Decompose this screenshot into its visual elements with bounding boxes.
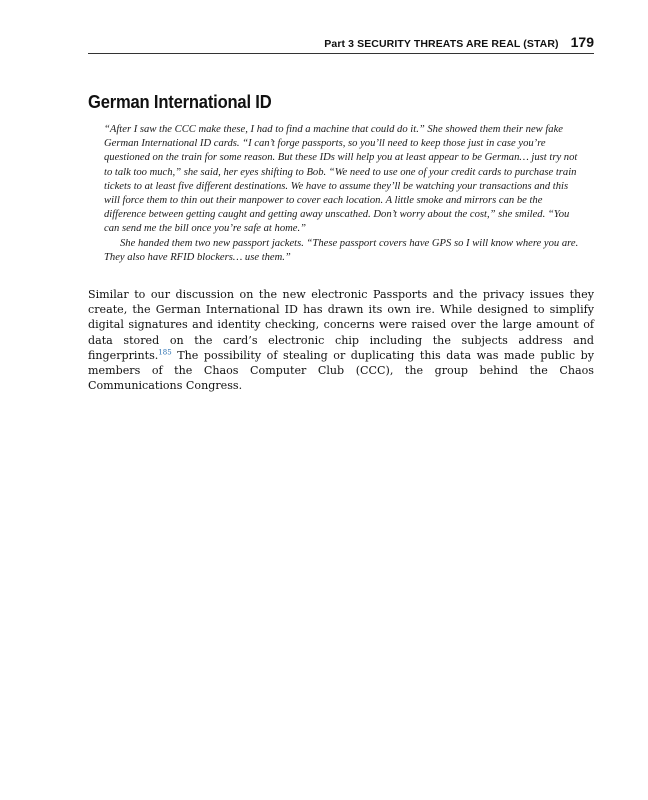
- body-text-part-2: The possibility of stealing or duplicating this data was made public by members of the Chaos Computer Club (CCC), the group behind the Chaos Communications Congress.: [88, 348, 594, 393]
- narrative-paragraph-1: “After I saw the CCC make these, I had to find a machine that could do it.” She showed them their new fake German International ID cards. “I can’t forge passports, so you’ll need to keep those just in case you’re questioned on the train for some reason. But these IDs will help you at least appear to be German… just try not to talk too much,” she said, her eyes shifting to Bob. “We need to use one of your credit cards to purchase train tickets to at least five different destinations. We have to assume they’ll be watching your transactions and this will force them to thin out their manpower to cover each location. A little smoke and mirrors can be the difference between getting caught and getting away unscathed. Don’t worry about the cost,” she smiled. “You can send me the bill once you’re safe at home.”: [104, 124, 578, 235]
- body-text-part-1: Similar to our discussion on the new electronic Passports and the privacy issues they create, the German International ID has drawn its own ire. While designed to simplify digital signatures and identity checking, concerns were raised over the large amount of data stored on the card’s electronic chip including the subjects address and fingerprints.: [88, 288, 594, 362]
- header-rule: [88, 53, 594, 54]
- running-title: Part 3 SECURITY THREATS ARE REAL (STAR): [324, 38, 559, 50]
- page-number: 179: [570, 34, 594, 50]
- narrative-paragraph-2: She handed them two new passport jackets. “These passport covers have GPS so I will know where you are. They also have RFID blockers… use them.”: [104, 237, 579, 263]
- body-paragraph: [88, 287, 594, 393]
- footnote-reference[interactable]: 185: [158, 348, 172, 357]
- running-header: [88, 34, 594, 54]
- narrative-block: [104, 123, 582, 265]
- section-heading: German International ID: [88, 92, 272, 112]
